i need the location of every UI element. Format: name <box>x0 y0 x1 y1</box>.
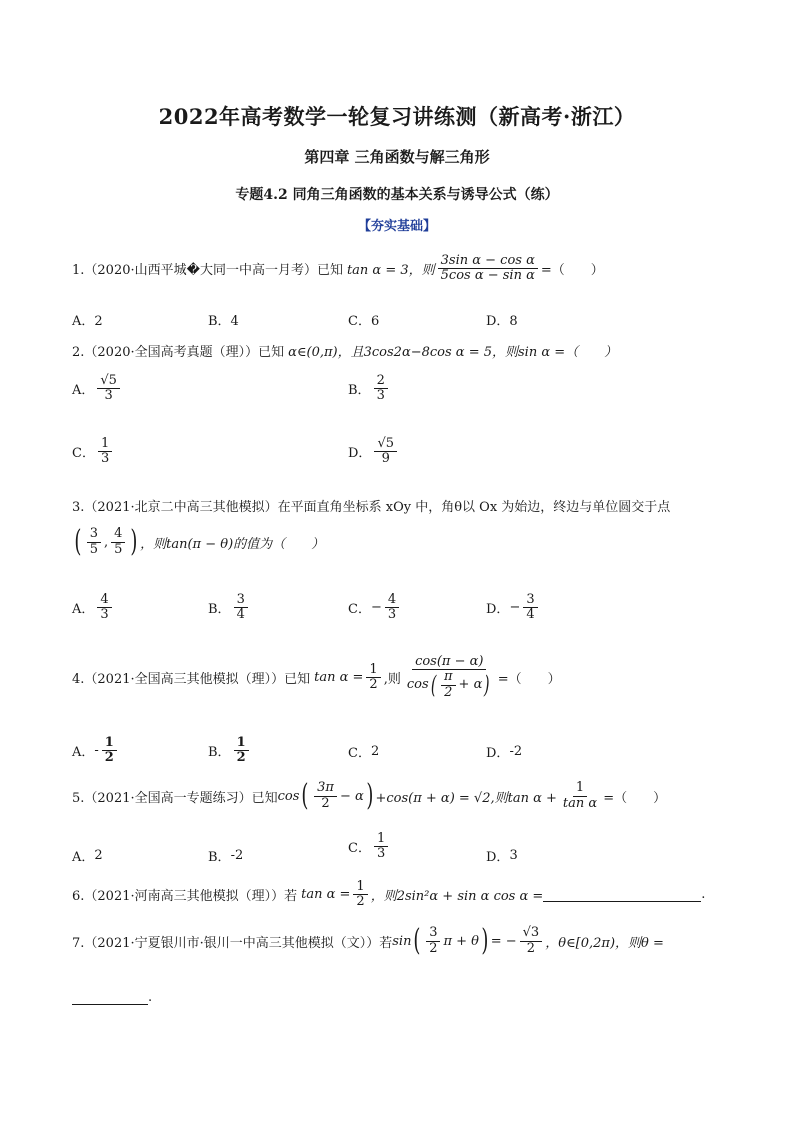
question-6: 6.（2021·河南高三其他模拟（理））若 tan α = $\frac{1}{2}$ ，则2sin²α + sin α cos α = . <box>72 879 706 910</box>
question-3-text: ，则tan(π − θ)的值为（ ） <box>140 536 325 552</box>
question-1-option-c: C．6 <box>348 314 380 329</box>
topic-heading: 专题4.2 同角三角函数的基本关系与诱导公式（练） <box>235 187 559 203</box>
question-2-option-b: B． $\frac{2}{3}$ <box>348 374 391 404</box>
question-2-option-c: C． $\frac{1}{3}$ <box>72 437 115 467</box>
question-4-option-c: C． 2 <box>348 744 380 761</box>
question-4: 4.（2021·全国高三其他模拟（理））已知 tan α = $\frac{1}{2}$ ,则 cos(π − α) cos ( $\frac{\pi}{2}$ + α ) =（ ） <box>72 654 561 700</box>
question-2-option-a: A． $\frac{√5}{3}$ <box>72 374 123 404</box>
question-1-option-b: B．4 <box>208 314 239 329</box>
question-3-option-a: A． $\frac{4}{3}$ <box>72 593 115 623</box>
chapter-heading: 第四章 三角函数与解三角形 <box>304 148 490 166</box>
question-3-option-d: D． − $\frac{3}{4}$ <box>486 593 541 623</box>
question-3-option-b: B． $\frac{3}{4}$ <box>208 593 251 623</box>
question-3-option-c: C． − $\frac{4}{3}$ <box>348 593 402 623</box>
question-1-suffix: =（ ） <box>540 263 604 279</box>
question-7-source: 7.（2021·宁夏银川市·银川一中高三其他模拟（文））若 <box>72 935 393 951</box>
question-1 <box>72 254 604 284</box>
question-2-source: 2.（2020·全国高考真题（理））已知 <box>72 345 285 360</box>
document-title: 2022年高考数学一轮复习讲练测（新高考·浙江） <box>158 104 636 129</box>
answer-line-7: . <box>72 990 152 1005</box>
question-1-option-d: D．8 <box>486 314 518 329</box>
question-1-fraction: $\frac{\text{3sin α − cos α}}{\text{5cos α − sin α}}$ <box>438 254 538 284</box>
question-3-line-1: 3.（2021·北京二中高三其他模拟）在平面直角坐标系 xOy 中，角θ以 Ox 为始边，终边与单位圆交于点 <box>72 500 671 515</box>
answer-blank-7[interactable] <box>72 994 148 1005</box>
question-1-source: 1.（2020·山西平城�大同一中高一月考）已知 <box>72 263 343 279</box>
question-1-option-a: A．2 <box>72 314 103 329</box>
question-2-condition: α∈(0,π)，且3cos2α−8cos α = 5，则sin α =（ ） <box>288 345 618 360</box>
question-4-fraction: cos(π − α) cos ( $\frac{\pi}{2}$ + α ) <box>406 654 490 700</box>
question-2 <box>72 341 617 360</box>
point-x: $\frac{3}{5}$ <box>87 527 101 557</box>
question-5: 5.（2021·全国高一专题练习）已知 cos ( $\frac{3\pi}{2}$ − α ) +cos(π + α) = √2,则tan α + $\frac{1}{\text{tan α}}$ =（ ） <box>72 778 667 813</box>
question-4-option-a: A． - $\frac{1}{2}$ <box>72 736 120 766</box>
question-5-option-d: D． 3 <box>486 848 518 865</box>
question-7: 7.（2021·宁夏银川市·银川一中高三其他模拟（文））若 sin ( $\frac{3}{2}$ π + θ ) = − $\frac{√3}{2}$ ，θ∈[0,2π)，则θ = <box>72 923 664 958</box>
question-5-source: 5.（2021·全国高一专题练习）已知 <box>72 790 278 806</box>
question-4-option-d: D． -2 <box>486 744 523 761</box>
answer-blank-6[interactable] <box>543 887 701 902</box>
question-3-line-2: ( $\frac{3}{5}$ , $\frac{4}{5}$ ) ，则tan(π − θ)的值为（ ） <box>74 524 325 559</box>
question-5-option-b: B． -2 <box>208 848 244 865</box>
question-6-source: 6.（2021·河南高三其他模拟（理））若 <box>72 889 298 905</box>
section-label: 【夯实基础】 <box>357 219 436 234</box>
point-y: $\frac{4}{5}$ <box>111 527 125 557</box>
question-1-condition: tan α = 3，则 <box>346 263 435 279</box>
question-4-source: 4.（2021·全国高三其他模拟（理））已知 <box>72 671 311 687</box>
question-4-option-b: B． $\frac{1}{2}$ <box>208 736 252 766</box>
question-5-option-a: A． 2 <box>72 848 103 865</box>
question-5-option-c: C． $\frac{1}{3}$ <box>348 832 391 862</box>
question-2-option-d: D． $\frac{√5}{9}$ <box>348 437 400 467</box>
